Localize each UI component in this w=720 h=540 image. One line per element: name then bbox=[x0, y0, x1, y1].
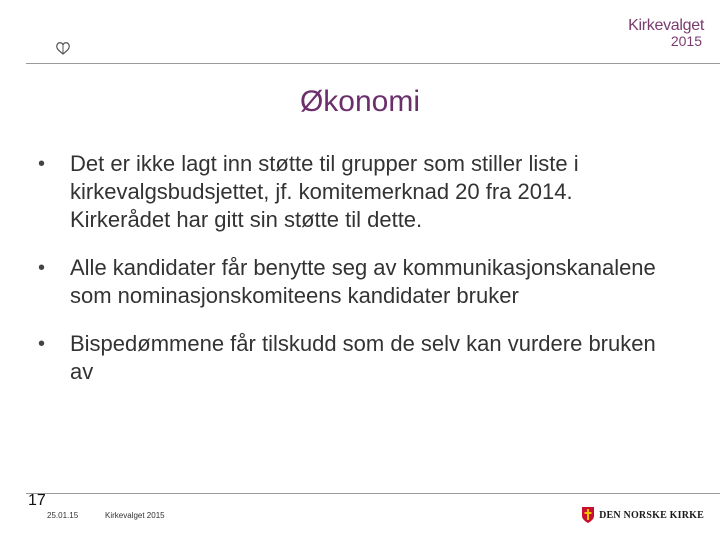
church-name: DEN NORSKE KIRKE bbox=[599, 509, 704, 521]
church-logo bbox=[581, 506, 704, 524]
bullet-dot: • bbox=[38, 257, 46, 279]
bullet-text: Bispedømmene får tilskudd som de selv kan vurdere bruken av bbox=[70, 331, 656, 384]
bullet-item bbox=[38, 150, 678, 234]
footer-date: 25.01.15 bbox=[47, 511, 79, 520]
top-divider bbox=[26, 63, 720, 64]
bullet-item bbox=[38, 254, 678, 310]
bullet-dot: • bbox=[38, 333, 46, 355]
brand-year: 2015 bbox=[670, 33, 702, 49]
bullet-list bbox=[38, 150, 678, 406]
bullet-text: Det er ikke lagt inn støtte til grupper som stiller liste i kirkevalgsbudsjettet, jf. komitemerknad 20 fra 2014. Kirkerådet har gitt sin støtte til dette. bbox=[70, 151, 579, 232]
slide-title bbox=[0, 84, 720, 120]
church-logo-icon bbox=[54, 40, 72, 56]
page-number: 17 bbox=[28, 492, 46, 509]
brand-name: Kirkevalget bbox=[628, 17, 704, 34]
brand-logo bbox=[628, 18, 704, 48]
slide-title-text: Økonomi bbox=[299, 85, 421, 118]
church-shield-icon bbox=[581, 506, 595, 524]
bullet-item bbox=[38, 330, 678, 386]
bullet-text: Alle kandidater får benytte seg av kommunikasjonskanalene som nominasjonskomiteens kandidater bruker bbox=[70, 255, 656, 308]
bottom-divider bbox=[26, 493, 720, 494]
footer-title: Kirkevalget 2015 bbox=[105, 511, 165, 520]
bullet-dot: • bbox=[38, 153, 46, 175]
